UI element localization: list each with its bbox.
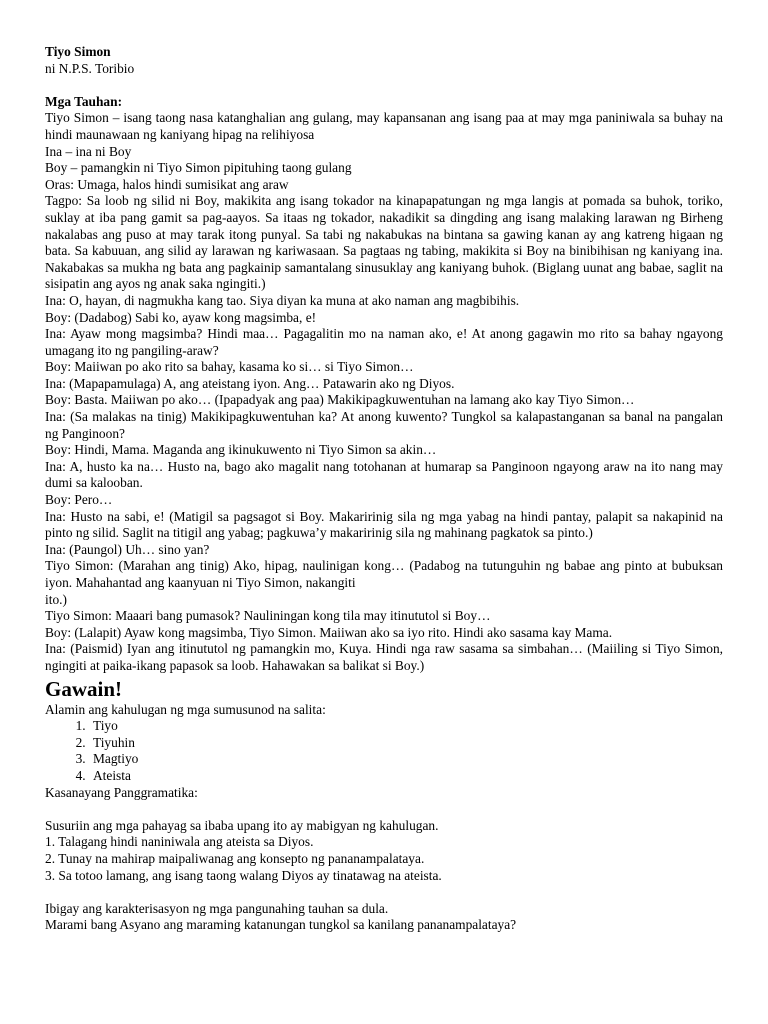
grammar-instruction: Susuriin ang mga pahayag sa ibaba upang ito ay mabigyan ng kahulugan. [45,817,439,833]
spacer [45,884,723,901]
statement-item: 3. Sa totoo lamang, ang isang taong walang Diyos ay tinatawag na ateista. [45,867,442,883]
closing-question: Marami bang Asyano ang maraming katanungan tungkol sa kanilang pananampalataya? [45,917,517,933]
character-boy: Boy – pamangkin ni Tiyo Simon pipituhing taong gulang [45,160,352,176]
activity-instruction: Alamin ang kahulugan ng mga sumusunod na salita: [45,701,326,717]
dialogue-line: Ina: O, hayan, di nagmukha kang tao. Siya diyan ka muna at ako naman ang magbibihis. [45,292,520,308]
dialogue-line: Ina: A, husto ka na… Husto na, bago ako magalit nang totohanan at humarap sa Panginoon ngayong araw na ito nang may dumi sa kalooban. [45,458,723,491]
dialogue-line: Boy: (Dadabog) Sabi ko, ayaw kong magsimba, e! [45,309,317,325]
dialogue-line: Boy: Pero… [45,492,113,508]
dialogue-line: Ina: (Paungol) Uh… sino yan? [45,541,210,557]
characters-heading: Mga Tauhan: [45,93,123,109]
dialogue-line: Ina: Ayaw mong magsimba? Hindi maa… Pagagalitin mo na naman ako, e! At anong gagawin mo rito sa bahay ngayong umagang ito ng pangiling-araw? [45,326,723,358]
list-item: 4. Ateista [89,768,723,785]
dialogue-line: Boy: Maiiwan po ako rito sa bahay, kasama ko si… si Tiyo Simon… [45,359,414,375]
statement-item: 1. Talagang hindi naniniwala ang ateista sa Diyos. [45,834,314,850]
dialogue-line: Boy: (Lalapit) Ayaw kong magsimba, Tiyo Simon. Maiiwan ako sa iyo rito. Hindi ako sasama kay Mama. [45,624,613,640]
list-item: 1. Tiyo [89,718,723,735]
character-tiyo-simon: Tiyo Simon – isang taong nasa katanghalian ang gulang, may kapansanan ang isang paa at may mga paniniwala sa buhay na hindi maunawaan ng kaniyang hipag na relihiyosa [45,110,723,142]
dialogue-line: Boy: Hindi, Mama. Maganda ang ikinukuwento ni Tiyo Simon sa akin… [45,442,437,458]
document-title: Tiyo Simon [45,44,111,59]
list-item: 3. Magtiyo [89,751,723,768]
dialogue-line: Ina: (Sa malakas na tinig) Makikipagkuwentuhan ka? At anong kuwento? Tungkol sa kalapastanganan sa banal na pangalan ng Panginoon? [45,409,723,441]
character-ina: Ina – ina ni Boy [45,143,132,159]
dialogue-line: Tiyo Simon: Maaari bang pumasok? Nauliningan kong tila may itinututol si Boy… [45,608,491,624]
spacer [45,801,723,818]
closing-question: Ibigay ang karakterisasyon ng mga pangunahing tauhan sa dula. [45,900,389,916]
spacer [45,77,723,94]
document-page [45,44,723,934]
dialogue-line: Ina: (Paismid) Iyan ang itinututol ng pamangkin mo, Kuya. Hindi nga raw sasama sa simbahan… (Maiiling si Tiyo Simon, ngingiti at paika-ikang papasok sa loob. Hahawakan sa balikat si Boy.) [45,641,723,673]
scene-setting: Tagpo: Sa loob ng silid ni Boy, makikita ang isang tokador na kinapapatungan ng mga langis at pomada sa buhok, toriko, suklay at iba pang gamit sa pag-aayos. Sa itaas ng tokador, nakadikit sa dingding ang isang malaking larawan ng Birheng nakalabas ang puso at may tarak itong punyal. Sa tabi ng nakabukas na bintana sa gawing kanan ay ang katreng higaan ng bata. Sa kabuuan, ang silid ay larawan ng kariwasaan. Sa pagtaas ng tabing, makikita si Boy na binibihisan ng kaniyang ina. Nakabakas sa mukha ng bata ang pagkainip samantalang sinusuklay ang kaniyang buhok. (Biglang uunat ang babae, saglit na sisipatin ang ayos ng anak saka ngingiti.) [45,193,723,292]
author-line: ni N.P.S. Toribio [45,60,135,76]
dialogue-line: Ina: Husto na sabi, e! (Matigil sa pagsagot si Boy. Makaririnig sila ng mga yabag na hindi pantay, palapit sa nakapinid na pinto ng silid. Saglit na titigil ang yabag; pagkuwa’y makaririnig sila ng mahinang pagkatok sa pinto.) [45,508,723,541]
time-setting: Oras: Umaga, halos hindi sumisikat ang araw [45,176,289,192]
dialogue-line: ito.) [45,591,67,607]
list-item: 2. Tiyuhin [89,735,723,752]
activity-heading: Gawain! [45,676,123,701]
dialogue-line: Boy: Basta. Maiiwan po ako… (Ipapadyak ang paa) Makikipagkuwentuhan na lamang ako kay Tiyo Simon… [45,392,635,408]
dialogue-line: Tiyo Simon: (Marahan ang tinig) Ako, hipag, naulinigan kong… (Padabog na tutunguhin ng babae ang pinto at bubuksan iyon. Mahahantad ang kaanyuan ni Tiyo Simon, nakangiti [45,558,723,590]
vocabulary-list [45,718,723,784]
dialogue-line: Ina: (Mapapamulaga) A, ang ateistang iyon. Ang… Patawarin ako ng Diyos. [45,375,455,391]
grammar-heading: Kasanayang Panggramatika: [45,784,198,800]
statement-item: 2. Tunay na mahirap maipaliwanag ang konsepto ng pananampalataya. [45,850,425,866]
